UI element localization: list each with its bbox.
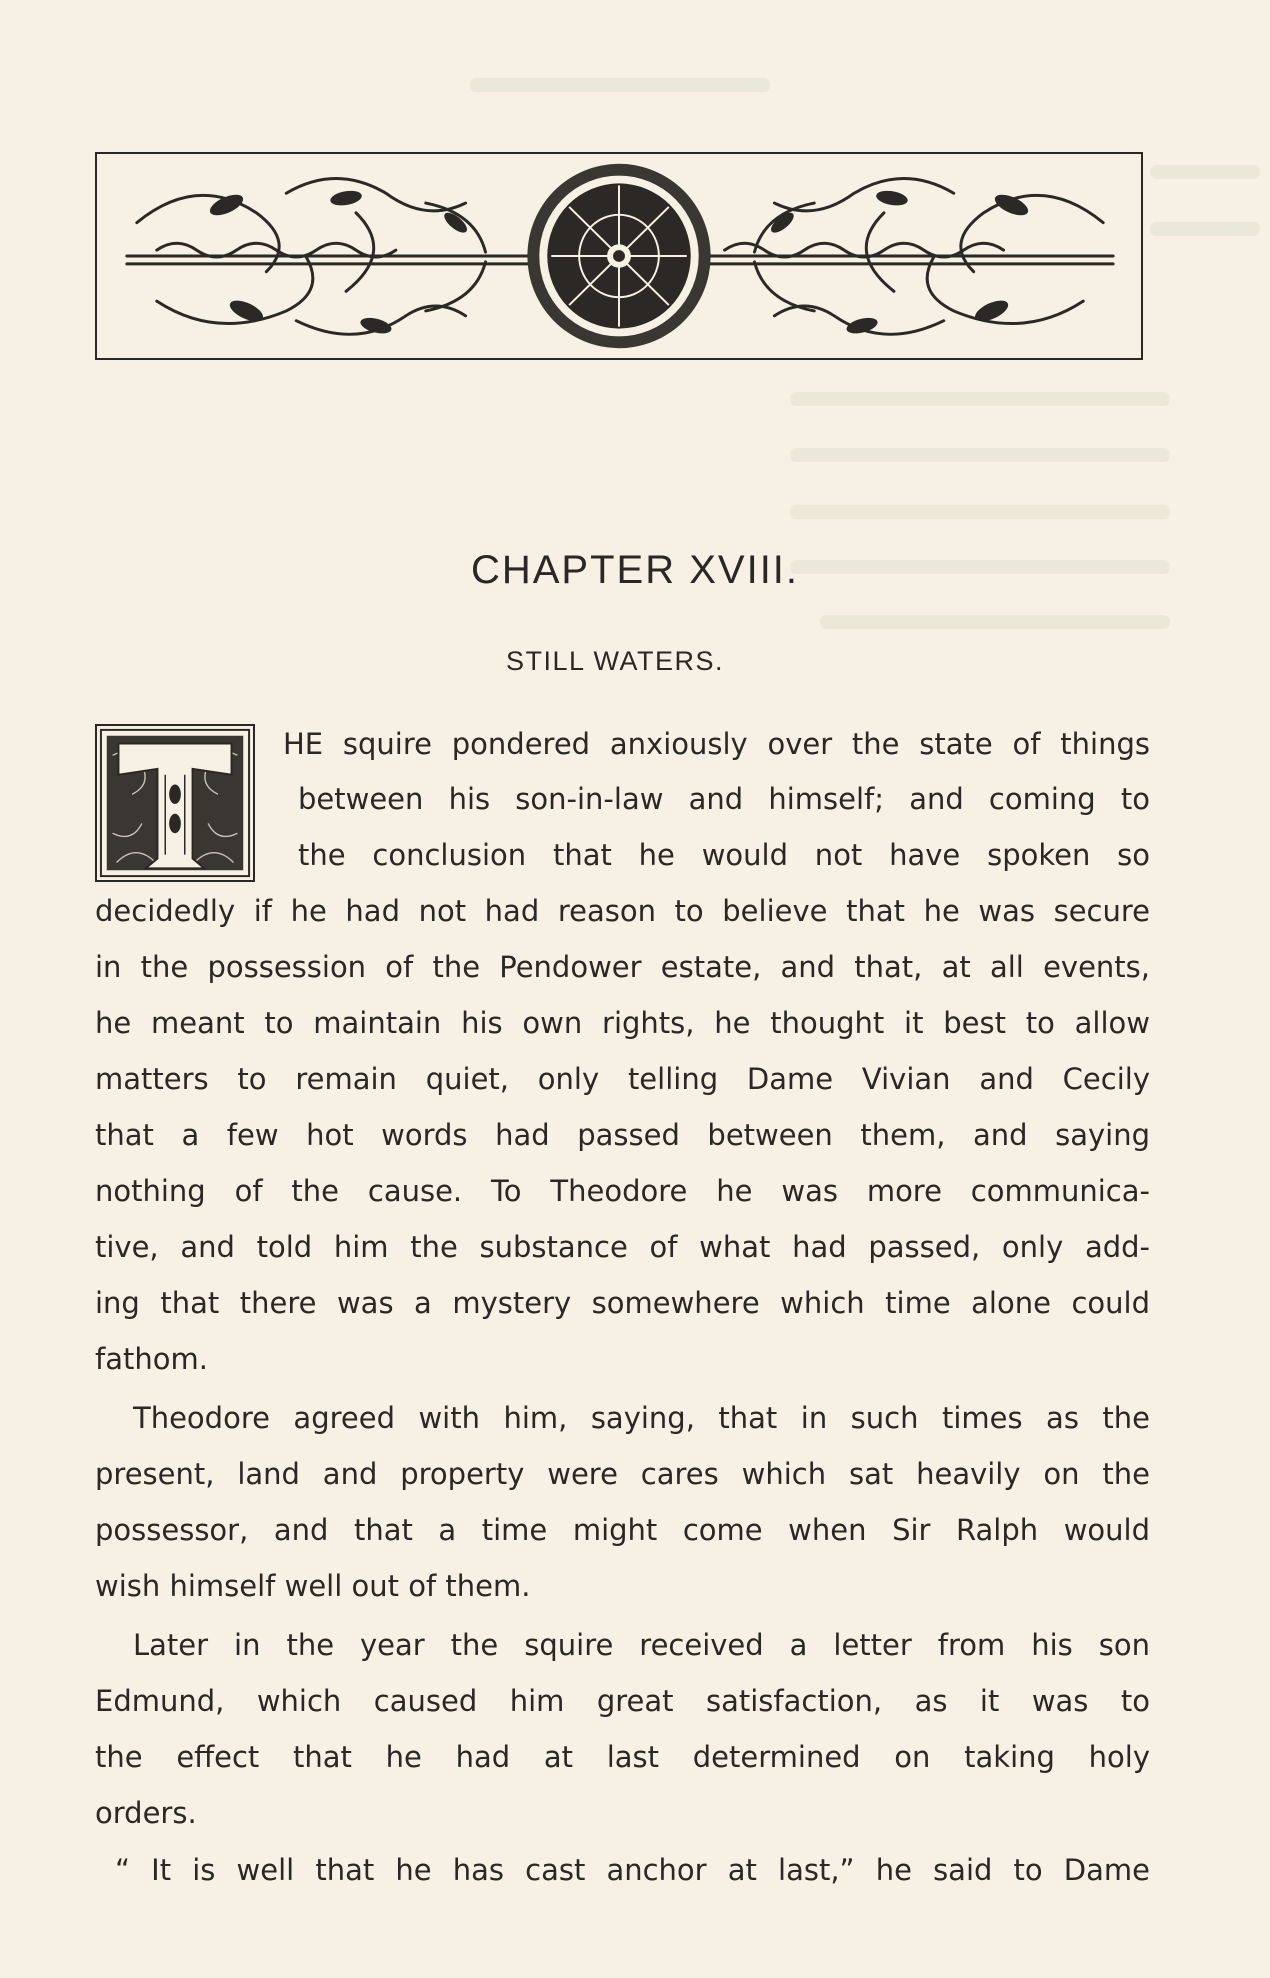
show-through	[790, 392, 1170, 406]
dropcap-letter-t	[95, 724, 255, 882]
text-line: HE squire pondered anxiously over the state of things	[283, 727, 1150, 761]
text-line: fathom.	[95, 1342, 208, 1376]
show-through	[470, 78, 770, 92]
text-line: orders.	[95, 1796, 197, 1830]
text-line: the conclusion that he would not have spoken so	[298, 838, 1150, 872]
text-line: wish himself well out of them.	[95, 1569, 531, 1603]
text-line: “ It is well that he has cast anchor at last,” he said to Dame	[115, 1853, 1150, 1887]
chapter-title: CHAPTER XVIII.	[470, 548, 800, 592]
text-line: in the possession of the Pendower estate, and that, at all events,	[95, 950, 1150, 984]
show-through	[820, 615, 1170, 629]
text-line: nothing of the cause. To Theodore he was more communica-	[95, 1174, 1150, 1208]
floral-ornament-icon	[97, 154, 1141, 358]
text-line: that a few hot words had passed between them, and saying	[95, 1118, 1150, 1152]
show-through	[790, 448, 1170, 462]
floral-headpiece	[95, 152, 1143, 360]
text-line: tive, and told him the substance of what had passed, only add-	[95, 1230, 1150, 1264]
text-line: present, land and property were cares which sat heavily on the	[95, 1457, 1150, 1491]
show-through	[1150, 222, 1260, 236]
text-line: matters to remain quiet, only telling Dame Vivian and Cecily	[95, 1062, 1150, 1096]
text-line: Later in the year the squire received a letter from his son	[133, 1628, 1150, 1662]
text-line: decidedly if he had not had reason to believe that he was secure	[95, 894, 1150, 928]
text-line: Theodore agreed with him, saying, that in such times as the	[133, 1401, 1150, 1435]
show-through	[790, 505, 1170, 519]
show-through	[1150, 165, 1260, 179]
text-line: between his son-in-law and himself; and coming to	[298, 782, 1150, 816]
text-line: Edmund, which caused him great satisfaction, as it was to	[95, 1684, 1150, 1718]
chapter-subtitle: STILL WATERS.	[505, 646, 725, 676]
dropcap-t-icon	[97, 726, 253, 880]
text-line: ing that there was a mystery somewhere which time alone could	[95, 1286, 1150, 1320]
text-line: he meant to maintain his own rights, he thought it best to allow	[95, 1006, 1150, 1040]
text-line: possessor, and that a time might come when Sir Ralph would	[95, 1513, 1150, 1547]
text-line: the effect that he had at last determined on taking holy	[95, 1740, 1150, 1774]
